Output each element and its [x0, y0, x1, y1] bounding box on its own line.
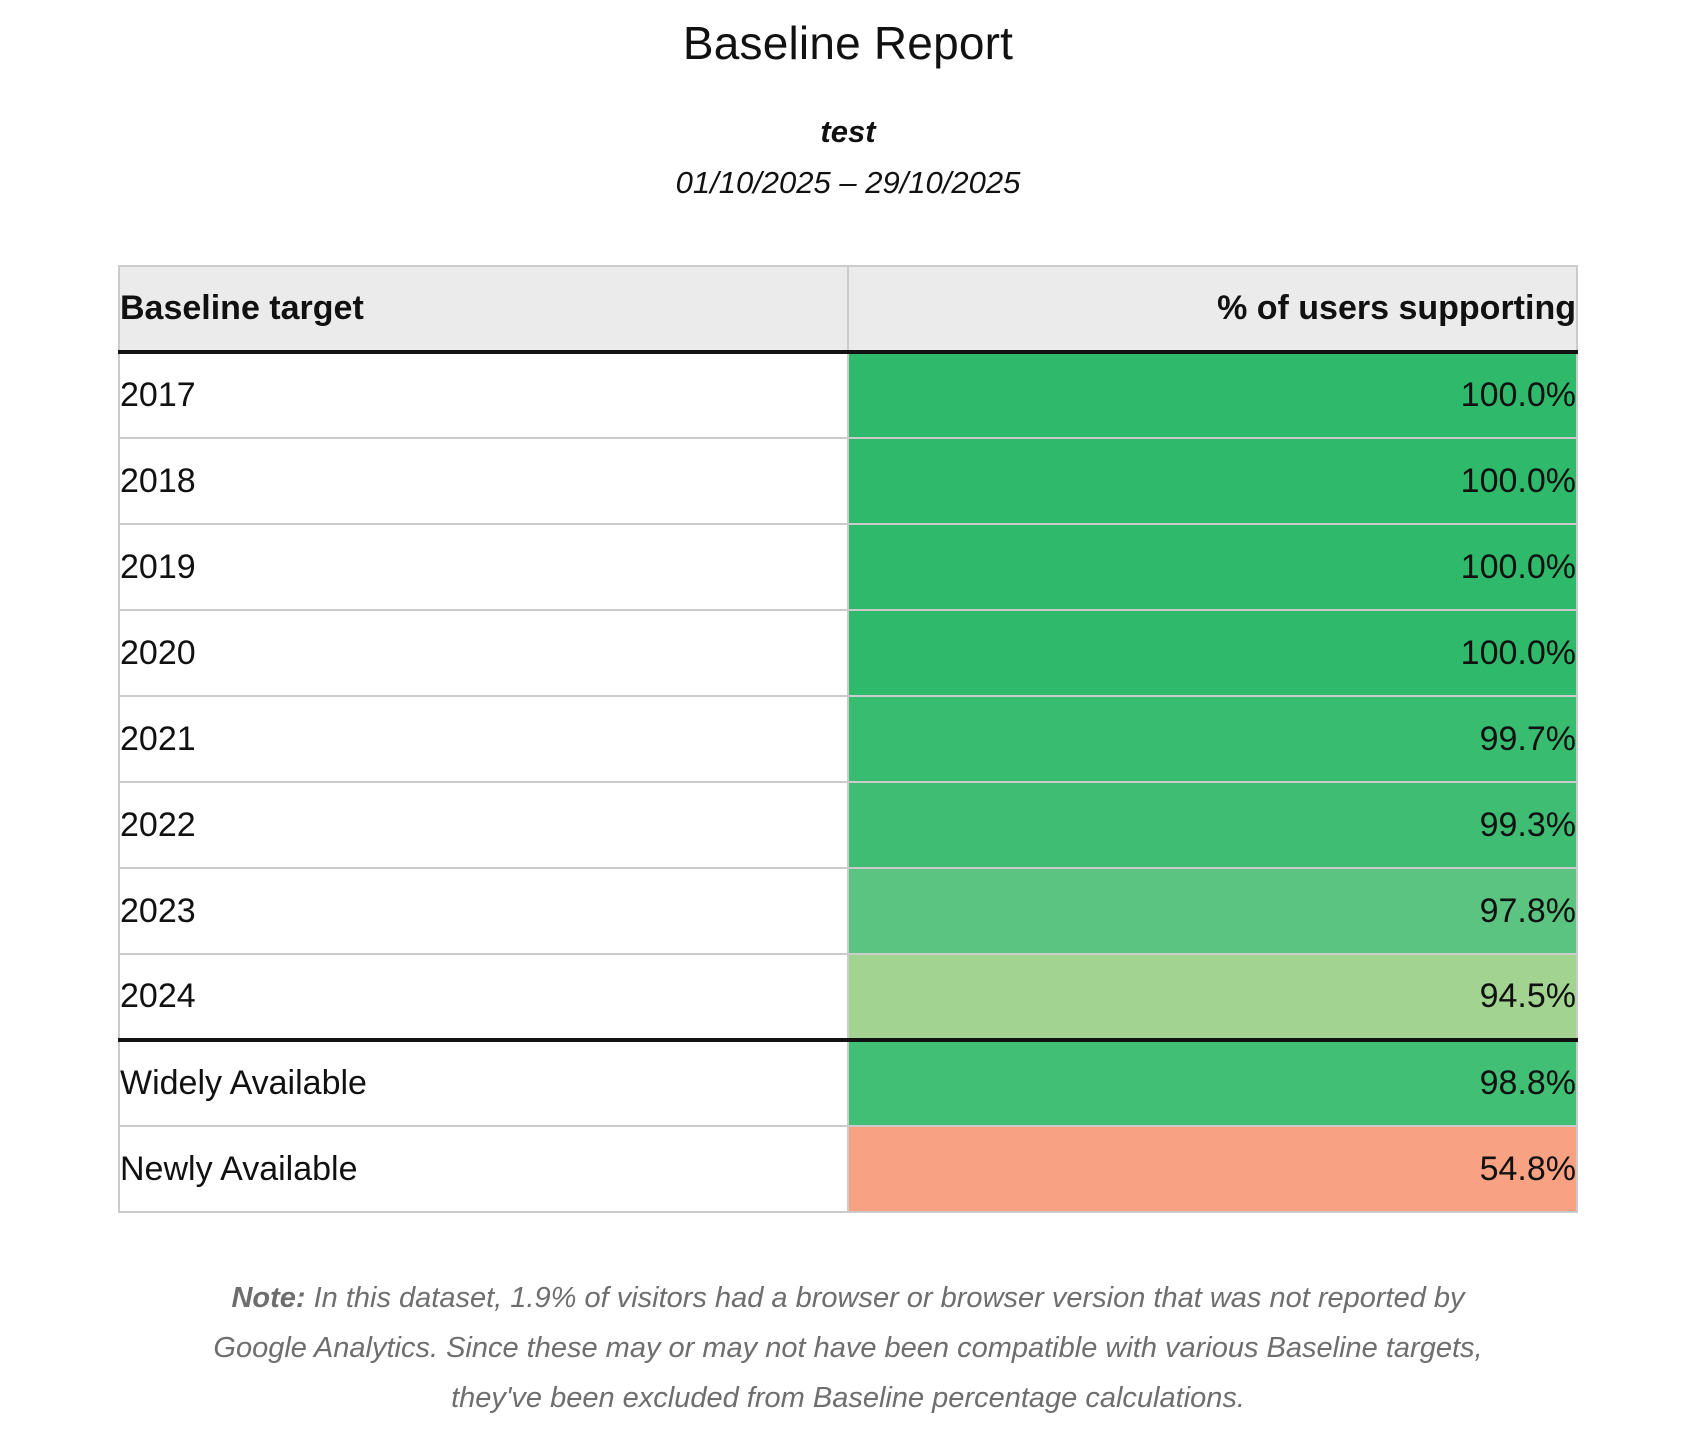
note-text: In this dataset, 1.9% of visitors had a browser or browser version that was not reported by Google Analytics. Since these may or may not have been compatible with various Baseline targets, they've been excluded from Baseline percentage calculations. — [213, 1282, 1483, 1414]
table-row — [119, 610, 1577, 696]
baseline-target-cell: 2024 — [119, 954, 848, 1040]
baseline-target-cell: Widely Available — [119, 1040, 848, 1126]
table-header — [119, 266, 1577, 352]
table-body — [119, 352, 1577, 1212]
table-row — [119, 696, 1577, 782]
percentage-cell: 94.5% — [848, 954, 1577, 1040]
baseline-target-cell: 2020 — [119, 610, 848, 696]
percentage-cell: 54.8% — [848, 1126, 1577, 1212]
baseline-target-cell: 2017 — [119, 352, 848, 438]
percentage-cell: 99.3% — [848, 782, 1577, 868]
baseline-target-cell: 2023 — [119, 868, 848, 954]
baseline-target-cell: 2021 — [119, 696, 848, 782]
percentage-cell: 99.7% — [848, 696, 1577, 782]
baseline-target-cell: 2019 — [119, 524, 848, 610]
report-subtitle: test — [820, 114, 876, 149]
column-header-baseline-target: Baseline target — [119, 266, 848, 352]
table-row — [119, 868, 1577, 954]
table-row — [119, 1040, 1577, 1126]
baseline-target-cell: 2018 — [119, 438, 848, 524]
table-row — [119, 352, 1577, 438]
note-label: Note: — [231, 1282, 306, 1314]
percentage-cell: 100.0% — [848, 610, 1577, 696]
percentage-cell: 100.0% — [848, 438, 1577, 524]
baseline-target-cell: Newly Available — [119, 1126, 848, 1212]
baseline-table — [118, 265, 1578, 1213]
table-row — [119, 1126, 1577, 1212]
percentage-cell: 97.8% — [848, 868, 1577, 954]
header-row — [119, 266, 1577, 352]
report-date-range: 01/10/2025 – 29/10/2025 — [675, 165, 1021, 200]
percentage-cell: 100.0% — [848, 524, 1577, 610]
percentage-cell: 100.0% — [848, 352, 1577, 438]
percentage-cell: 98.8% — [848, 1040, 1577, 1126]
page-title: Baseline Report — [682, 17, 1014, 69]
table-row — [119, 782, 1577, 868]
table-row — [119, 524, 1577, 610]
table-row — [119, 438, 1577, 524]
table-row — [119, 954, 1577, 1040]
report-note — [183, 1273, 1513, 1423]
column-header-percent-supporting: % of users supporting — [848, 266, 1577, 352]
baseline-target-cell: 2022 — [119, 782, 848, 868]
